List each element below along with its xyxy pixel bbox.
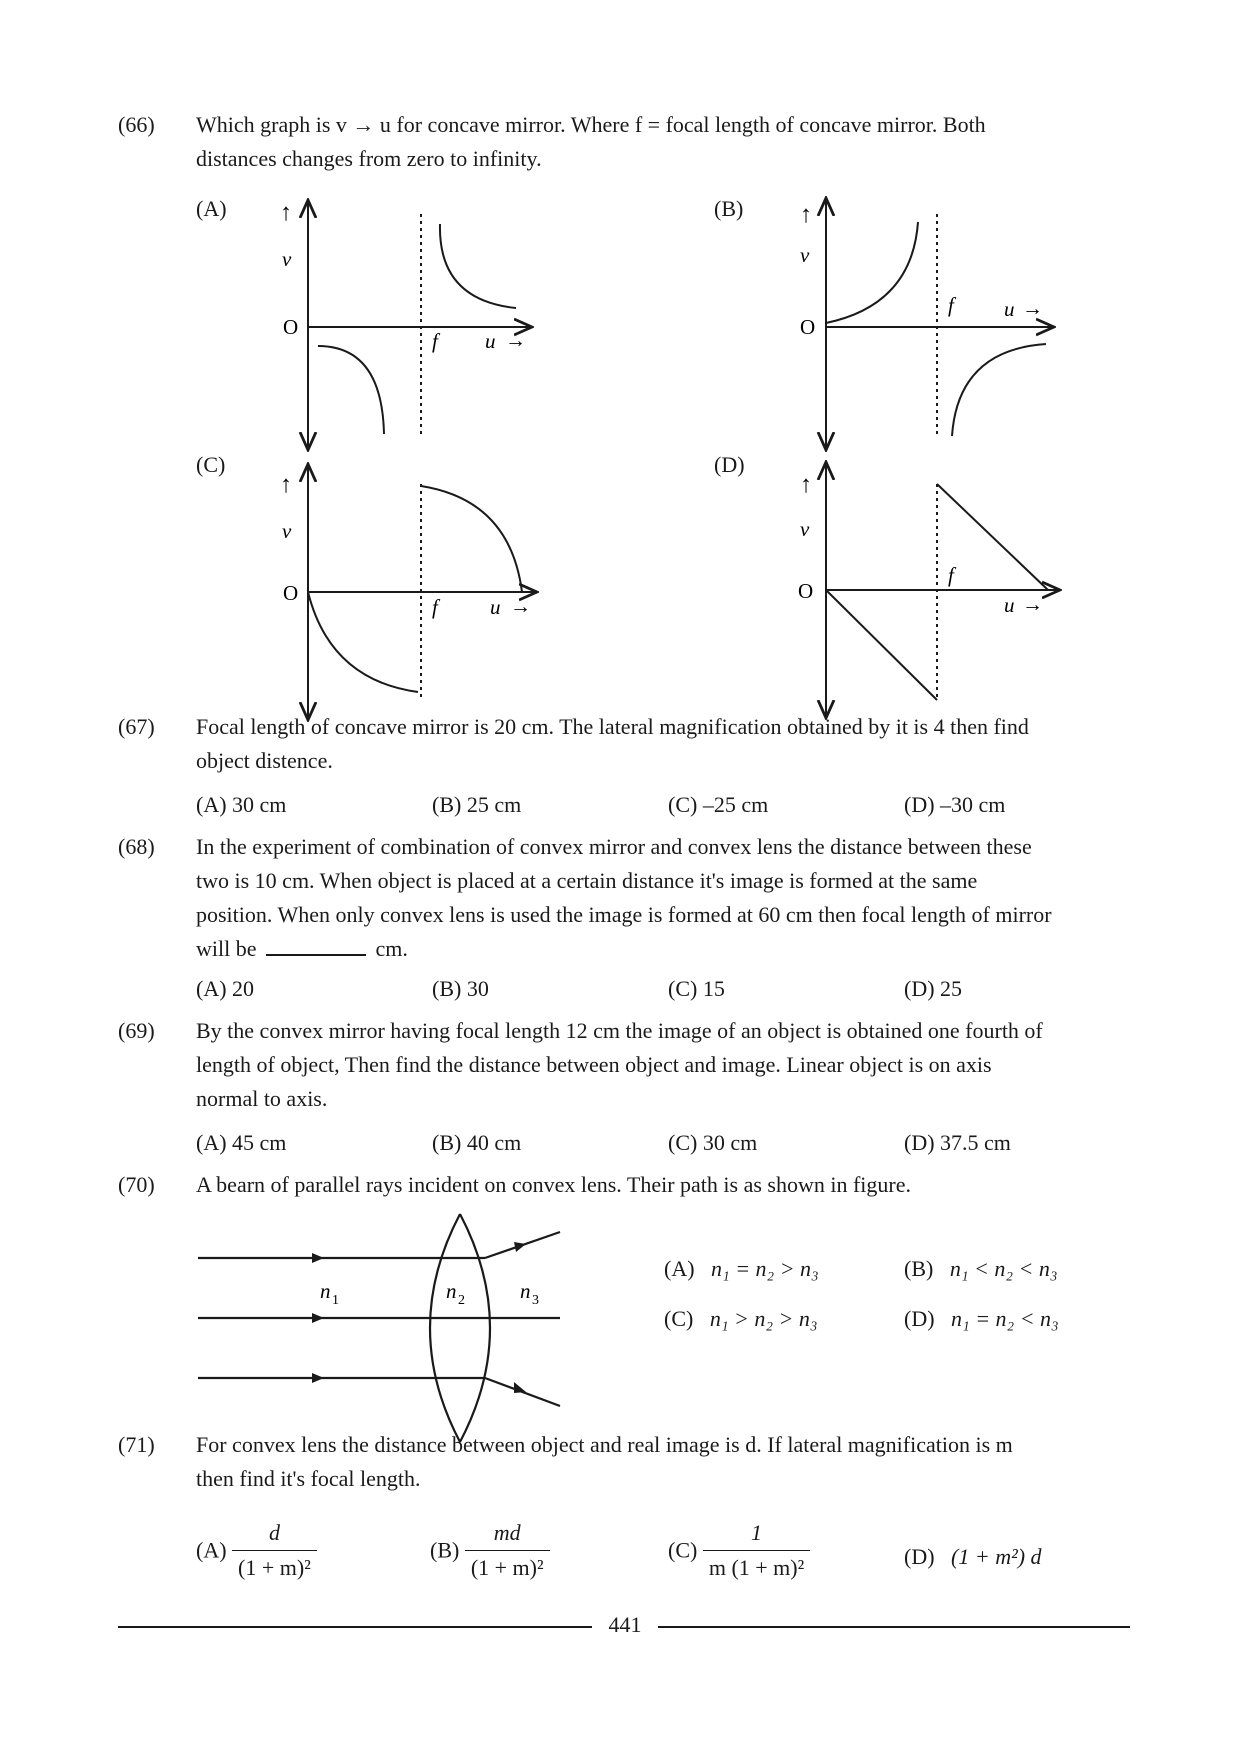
q70-option-c-text: n₁ > n₂ > n₃ <box>709 1306 818 1331</box>
graph-b-f-label: f <box>948 293 954 317</box>
q70-text <box>196 1168 1130 1202</box>
q70-option-b-label: (B) <box>904 1256 934 1281</box>
graph-c-v-label: v <box>282 519 292 543</box>
graph-c-u-arrow: → <box>510 594 531 618</box>
graph-d-f-label: f <box>948 563 954 587</box>
q69-options <box>196 1130 1130 1164</box>
graph-a-curve-upper <box>440 224 516 308</box>
q70-option-c-label: (C) <box>664 1306 694 1331</box>
graph-d-u-label: u <box>1004 593 1015 617</box>
graph-a-v-arrow: ↑ <box>280 200 292 226</box>
q70-option-a-label: (A) <box>664 1256 695 1281</box>
graph-c-curve-lower <box>308 592 418 692</box>
q67-option-b: (B) 25 cm <box>432 792 522 817</box>
q68-option-d: (D) 25 <box>904 976 963 1001</box>
graph-c-origin: O <box>283 581 299 605</box>
lens-right-surface <box>460 1214 490 1442</box>
q68-line4 <box>196 932 1130 966</box>
q66-number: (66) <box>118 112 155 137</box>
q68-line3: position. When only convex lens is used the image is formed at 60 cm then focal length of mirror <box>196 902 1052 927</box>
q70-option-d-text: n₁ = n₂ < n₃ <box>951 1306 1059 1331</box>
graph-c-v-arrow: ↑ <box>280 472 292 498</box>
graph-b-v-arrow: ↑ <box>800 202 812 228</box>
q70-option-d <box>904 1306 1059 1332</box>
q70-lens-figure <box>190 1210 570 1450</box>
q71-option-b-label: (B) <box>430 1537 460 1563</box>
q69-option-b: (B) 40 cm <box>432 1130 522 1155</box>
q68-line1: In the experiment of combination of convex mirror and convex lens the distance between these <box>196 834 1032 859</box>
graph-c-curve-upper <box>421 486 522 592</box>
q71-option-a-den: (1 + m)² <box>238 1555 311 1580</box>
q71-option-a <box>196 1520 317 1581</box>
q71-option-b-num: md <box>465 1520 550 1551</box>
n1-subscript: 1 <box>332 1293 339 1308</box>
graph-b-curve-lower <box>952 344 1046 436</box>
graph-b-curve-upper <box>826 222 918 323</box>
q68-text <box>196 830 1130 966</box>
footer-rule-left <box>118 1626 592 1628</box>
q71-option-c-fraction <box>703 1520 810 1581</box>
ray-bottom-emergent-arrow <box>514 1382 526 1393</box>
q68-options <box>196 976 1130 1010</box>
q68-line4-pre: will be <box>196 936 257 961</box>
q68-option-c: (C) 15 <box>668 976 725 1001</box>
graph-d <box>826 464 1058 718</box>
graph-d-line-lower <box>826 590 937 700</box>
graph-b <box>826 200 1052 450</box>
graph-c-label: (C) <box>196 452 226 477</box>
graph-d-v-label: v <box>800 517 810 541</box>
q71-option-a-num: d <box>232 1520 317 1551</box>
graph-b-origin: O <box>800 315 816 339</box>
graph-a-u-arrow: → <box>505 328 526 352</box>
graph-a-f-label: f <box>432 329 438 353</box>
q67-options <box>196 792 1130 826</box>
graph-b-label: (B) <box>714 196 744 221</box>
q69-option-c: (C) 30 cm <box>668 1130 758 1155</box>
graph-d-u-arrow: → <box>1022 592 1043 616</box>
q71-option-d <box>904 1544 1042 1570</box>
graph-b-v-label: v <box>800 243 810 267</box>
lens-left-surface <box>430 1214 460 1442</box>
q70-option-d-label: (D) <box>904 1306 935 1331</box>
footer-rule-right <box>658 1626 1130 1628</box>
q68-line4-post: cm. <box>375 936 408 961</box>
q66-line2: distances changes from zero to infinity. <box>196 146 542 171</box>
n3-label: n <box>520 1279 531 1303</box>
graph-b-u-arrow: → <box>1022 296 1043 320</box>
graph-d-v-arrow: ↑ <box>800 472 812 498</box>
q66-graphs <box>0 0 1240 740</box>
q70-line1: A bearn of parallel rays incident on convex lens. Their path is as shown in figure. <box>196 1172 912 1197</box>
q67-option-c: (C) –25 cm <box>668 792 769 817</box>
q71-option-c <box>668 1520 810 1581</box>
q67-option-d: (D) –30 cm <box>904 792 1006 817</box>
q67-text <box>196 710 1130 778</box>
q71-option-b-den: (1 + m)² <box>470 1555 544 1580</box>
q71-line2: then find it's focal length. <box>196 1466 421 1491</box>
q68-option-b: (B) 30 <box>432 976 489 1001</box>
graph-d-label: (D) <box>714 452 745 477</box>
q71-text <box>196 1428 1130 1496</box>
q71-option-a-label: (A) <box>196 1537 227 1563</box>
q69-line1: By the convex mirror having focal length 12 cm the image of an object is obtained one fourth of <box>196 1018 1043 1043</box>
graph-d-origin: O <box>798 579 814 603</box>
q69-option-d: (D) 37.5 cm <box>904 1130 1011 1155</box>
q71-option-b-fraction <box>465 1520 550 1581</box>
q71-option-a-fraction <box>232 1520 317 1581</box>
q71-number: (71) <box>118 1432 155 1457</box>
q68-option-a: (A) 20 <box>196 976 255 1001</box>
graph-c <box>308 466 535 720</box>
graph-a-v-label: v <box>282 247 292 271</box>
q71-option-d-label: (D) <box>904 1544 935 1569</box>
q71-option-c-num: 1 <box>703 1520 810 1551</box>
q68-line2: two is 10 cm. When object is placed at a certain distance it's image is formed at the same <box>196 868 978 893</box>
graph-a-origin: O <box>283 315 299 339</box>
graph-c-u-label: u <box>490 595 501 619</box>
q69-line3: normal to axis. <box>196 1086 328 1111</box>
n2-subscript: 2 <box>458 1293 465 1308</box>
ray-bottom-arrow <box>312 1373 324 1383</box>
graph-a-u-label: u <box>485 329 496 353</box>
n3-subscript: 3 <box>532 1293 539 1308</box>
q70-option-a-text: n₁ = n₂ > n₃ <box>711 1256 819 1281</box>
q67-number: (67) <box>118 714 155 739</box>
n2-label: n <box>446 1279 457 1303</box>
q69-number: (69) <box>118 1018 155 1043</box>
q66-line1: Which graph is v → u for concave mirror. Where f = focal length of concave mirror. Both <box>196 112 986 137</box>
q71-option-b <box>430 1520 550 1581</box>
q67-line2: object distence. <box>196 748 333 773</box>
q67-line1: Focal length of concave mirror is 20 cm. The lateral magnification obtained by it is 4 then find <box>196 714 1029 739</box>
graph-c-f-label: f <box>432 595 438 619</box>
page-number: 441 <box>608 1612 642 1637</box>
q68-number: (68) <box>118 834 155 859</box>
q70-option-a <box>664 1256 819 1282</box>
q71-option-c-label: (C) <box>668 1537 698 1563</box>
q67-option-a: (A) 30 cm <box>196 792 287 817</box>
graph-b-u-label: u <box>1004 297 1015 321</box>
ray-top-arrow <box>312 1253 324 1263</box>
q71-option-d-expr: (1 + m²) d <box>951 1544 1042 1569</box>
q70-option-b-text: n₁ < n₂ < n₃ <box>949 1256 1058 1281</box>
q69-line2: length of object, Then find the distance between object and image. Linear object is on axis <box>196 1052 992 1077</box>
graph-a-curve-lower <box>318 346 384 434</box>
q70-option-b <box>904 1256 1057 1282</box>
q71-line1: For convex lens the distance between object and real image is d. If lateral magnification is m <box>196 1432 1013 1457</box>
q69-text <box>196 1014 1130 1116</box>
q70-option-c <box>664 1306 817 1332</box>
q68-answer-blank <box>266 954 366 956</box>
q70-number: (70) <box>118 1172 155 1197</box>
q69-option-a: (A) 45 cm <box>196 1130 287 1155</box>
graph-a-label: (A) <box>196 196 227 221</box>
ray-middle-arrow <box>312 1313 324 1323</box>
n1-label: n <box>320 1279 331 1303</box>
graph-a <box>308 202 530 450</box>
q71-option-c-den: m (1 + m)² <box>708 1555 805 1580</box>
